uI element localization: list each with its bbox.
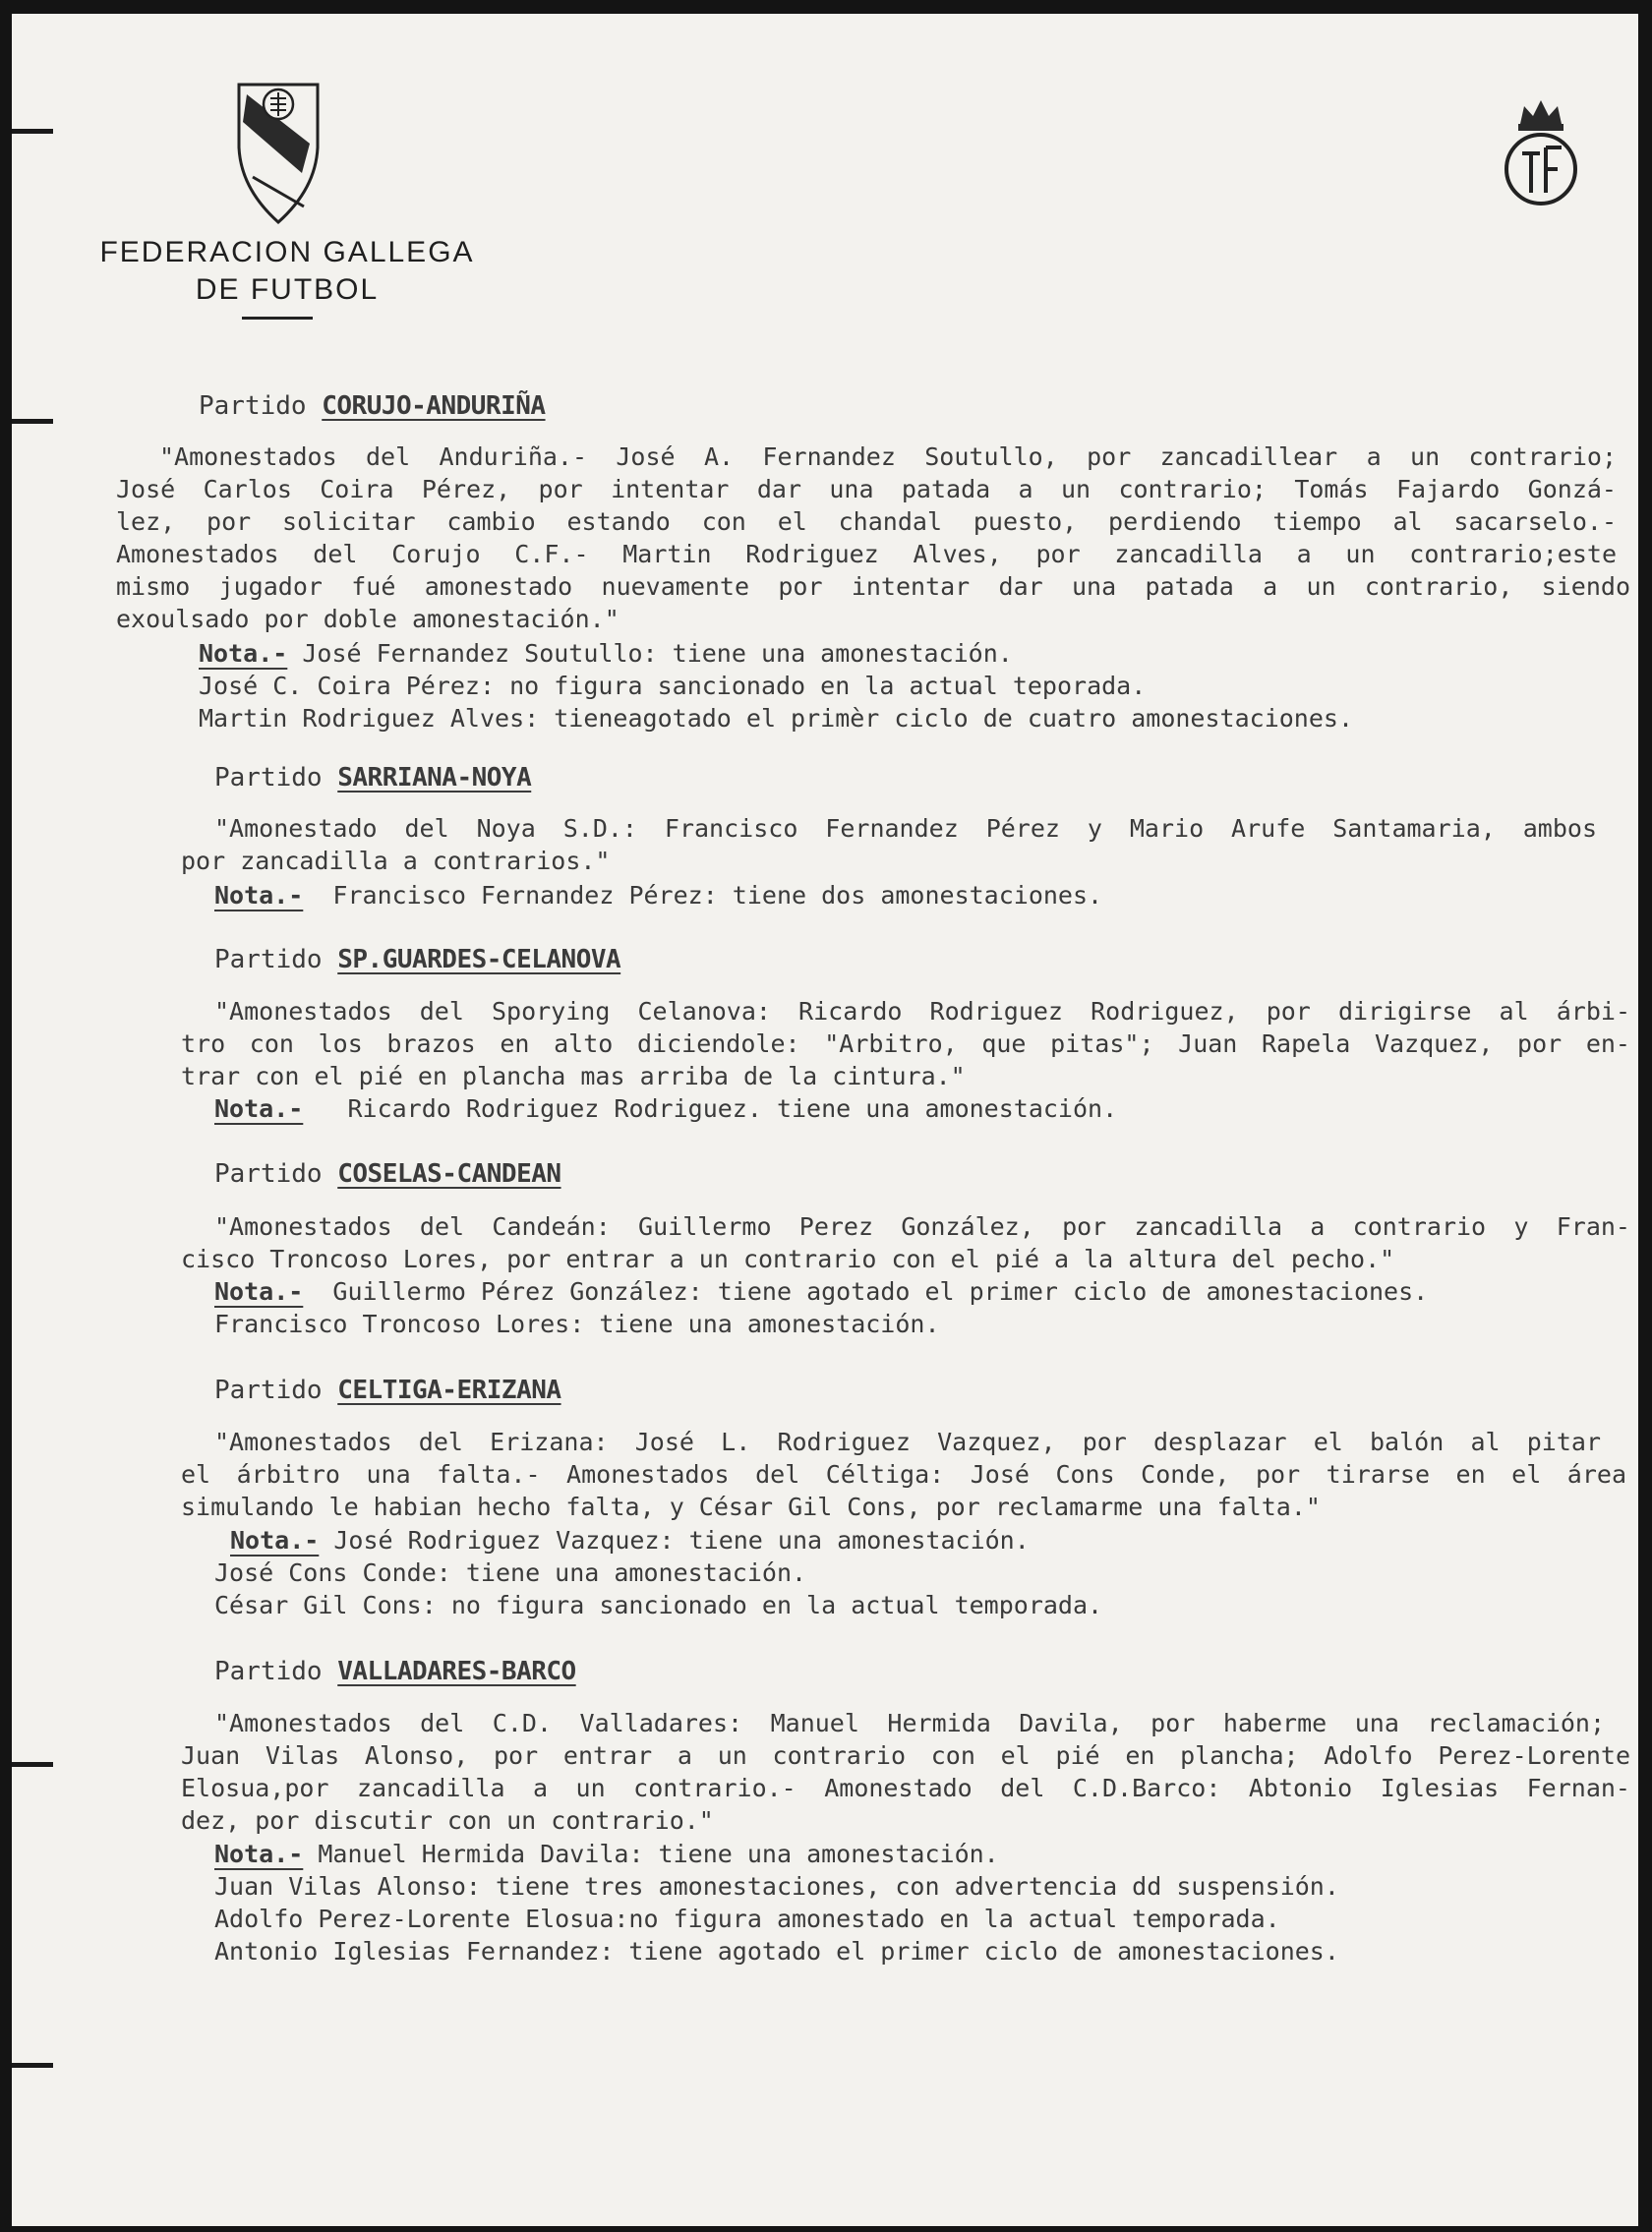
note-text: Ricardo Rodriguez Rodriguez. tiene una amonestación. (347, 1094, 1118, 1123)
note-line: Juan Vilas Alonso: tiene tres amonestaciones, con advertencia dd suspensión. (214, 1872, 1339, 1901)
match-title-teams: VALLADARES-BARCO (337, 1657, 576, 1686)
note-line: Martin Rodriguez Alves: tieneagotado el primèr ciclo de cuatro amonestaciones. (199, 704, 1353, 733)
match-title-prefix: Partido (214, 945, 323, 974)
text-line: el árbitro una falta.- Amonestados del Céltiga: José Cons Conde, por tirarse en el área (181, 1460, 1626, 1489)
text-line: "Amonestados del Sporying Celanova: Ricardo Rodriguez Rodriguez, por dirigirse al árbi- (214, 997, 1630, 1026)
match-title-prefix: Partido (214, 763, 323, 793)
match-title-prefix: Partido (214, 1159, 323, 1189)
note-text: Francisco Fernandez Pérez: tiene dos amonestaciones. (332, 881, 1103, 910)
note-line: Antonio Iglesias Fernandez: tiene agotado el primer ciclo de amonestaciones. (214, 1937, 1339, 1966)
match-title (214, 1655, 576, 1688)
match-title-teams: COSELAS-CANDEAN (337, 1159, 561, 1189)
note-line: Adolfo Perez-Lorente Elosua:no figura amonestado en la actual temporada. (214, 1905, 1280, 1933)
match-title-teams: CORUJO-ANDURIÑA (322, 391, 546, 421)
document-page (12, 14, 1638, 2226)
match-title-teams: SARRIANA-NOYA (337, 763, 532, 793)
text-line: Elosua,por zancadilla a un contrario.- Amonestado del C.D.Barco: Abtonio Iglesias Fernan- (181, 1774, 1630, 1802)
note-line (214, 1092, 1117, 1125)
text-line: "Amonestados del Erizana: José L. Rodriguez Vazquez, por desplazar el balón al pitar (214, 1428, 1601, 1456)
document-body (12, 14, 1638, 2226)
note-text: José Rodriguez Vazquez: tiene una amonestación. (333, 1526, 1030, 1555)
note-label: Nota.- (214, 1094, 304, 1123)
text-line: trar con el pié en plancha mas arriba de la cintura." (181, 1062, 966, 1090)
text-line: tro con los brazos en alto diciendole: "Arbitro, que pitas"; Juan Rapela Vazquez, por en- (181, 1029, 1630, 1058)
note-text: Guillermo Pérez González: tiene agotado el primer ciclo de amonestaciones. (332, 1277, 1429, 1306)
note-label: Nota.- (230, 1526, 320, 1555)
match-title (199, 389, 546, 423)
note-line: José Cons Conde: tiene una amonestación. (214, 1558, 807, 1587)
text-line: dez, por discutir con un contrario." (181, 1806, 714, 1835)
note-label: Nota.- (199, 639, 288, 668)
match-title-teams: CELTIGA-ERIZANA (337, 1376, 561, 1405)
note-line (199, 637, 1013, 670)
note-label: Nota.- (214, 1277, 304, 1306)
match-title (214, 1374, 561, 1407)
text-line: "Amonestado del Noya S.D.: Francisco Fernandez Pérez y Mario Arufe Santamaria, ambos (214, 814, 1597, 843)
text-line: por zancadilla a contrarios." (181, 847, 611, 875)
text-line: mismo jugador fué amonestado nuevamente por intentar dar una patada a un contrario, siendo (116, 572, 1630, 601)
text-line: José Carlos Coira Pérez, por intentar dar una patada a un contrario; Tomás Fajardo Gonzá- (116, 475, 1617, 503)
note-line (230, 1524, 1030, 1557)
text-line: "Amonestados del Candeán: Guillermo Perez González, por zancadilla a contrario y Fran- (214, 1212, 1630, 1241)
match-title-prefix: Partido (199, 391, 307, 421)
note-label: Nota.- (214, 881, 304, 910)
text-line: "Amonestados del Anduriña.- José A. Fernandez Soutullo, por zancadillear a un contrario; (159, 442, 1617, 471)
match-title-prefix: Partido (214, 1657, 323, 1686)
text-line: cisco Troncoso Lores, por entrar a un contrario con el pié a la altura del pecho." (181, 1245, 1395, 1273)
note-line: José C. Coira Pérez: no figura sancionado en la actual teporada. (199, 672, 1147, 700)
organization-name-line-1: FEDERACION GALLEGA (99, 236, 475, 268)
organization-name-line-2: DE FUTBOL (195, 273, 380, 306)
note-text: Manuel Hermida Davila: tiene una amonestación. (318, 1840, 999, 1868)
note-text: José Fernandez Soutullo: tiene una amonestación. (302, 639, 1013, 668)
match-title-prefix: Partido (214, 1376, 323, 1405)
text-line: "Amonestados del C.D. Valladares: Manuel Hermida Davila, por haberme una reclamación; (214, 1709, 1605, 1737)
match-title (214, 943, 620, 976)
text-line: exoulsado por doble amonestación." (116, 605, 620, 633)
note-line (214, 1838, 999, 1870)
match-title (214, 761, 531, 794)
text-line: lez, por solicitar cambio estando con el chandal puesto, perdiendo tiempo al sacarselo.- (116, 507, 1617, 536)
text-line: Amonestados del Corujo C.F.- Martin Rodriguez Alves, por zancadilla a un contrario;este (116, 540, 1617, 568)
match-title-teams: SP.GUARDES-CELANOVA (337, 945, 621, 974)
note-line (214, 879, 1102, 911)
note-line (214, 1275, 1428, 1308)
note-line: César Gil Cons: no figura sancionado en la actual temporada. (214, 1591, 1103, 1619)
note-line: Francisco Troncoso Lores: tiene una amonestación. (214, 1310, 940, 1338)
note-label: Nota.- (214, 1840, 304, 1868)
text-line: Juan Vilas Alonso, por entrar a un contrario con el pié en plancha; Adolfo Perez-Lorente (181, 1741, 1630, 1770)
match-title (214, 1157, 561, 1191)
text-line: simulando le habian hecho falta, y César Gil Cons, por reclamarme una falta." (181, 1493, 1321, 1521)
